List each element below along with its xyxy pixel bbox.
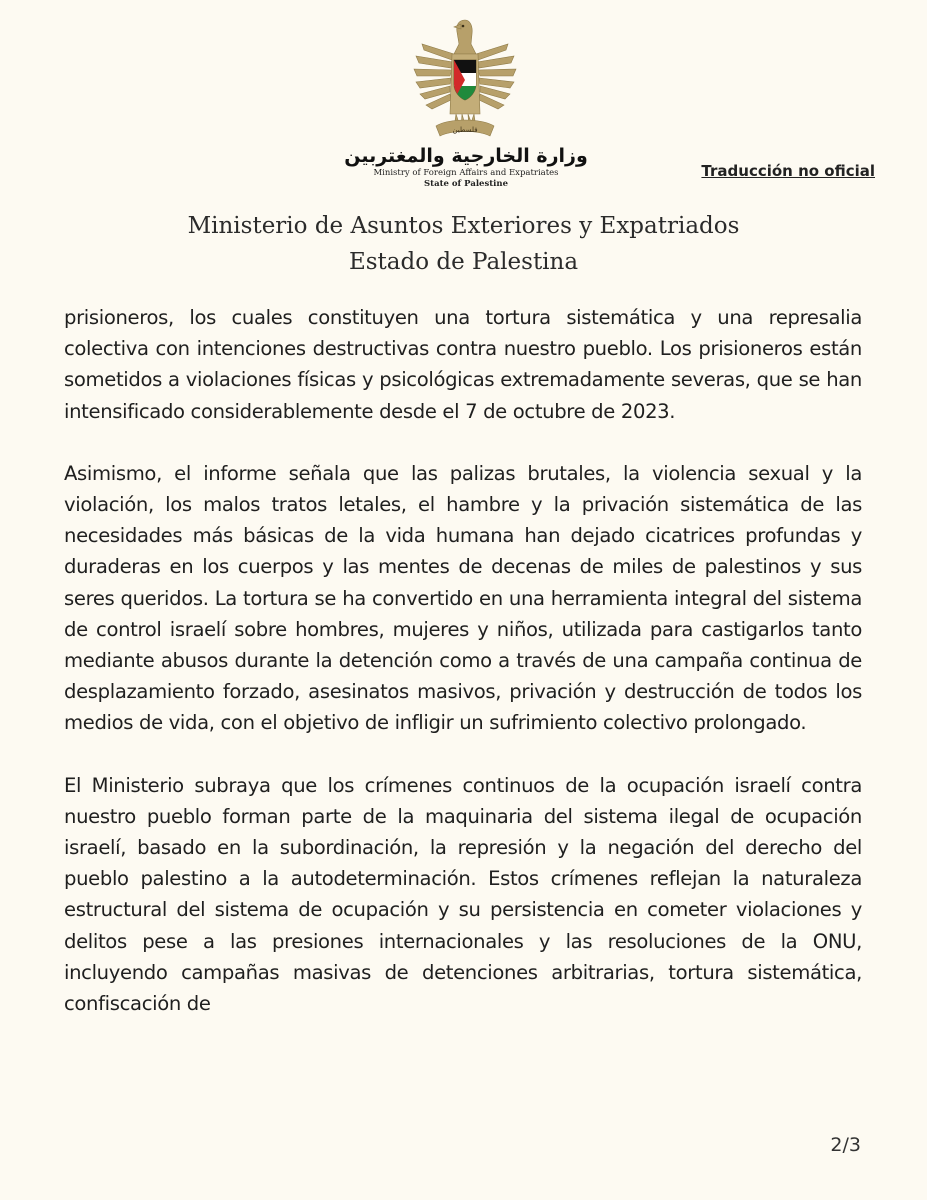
arabic-ministry-wordmark — [344, 140, 588, 170]
paragraph: Asimismo, el informe señala que las palizas brutales, la violencia sexual y la violación, los malos tratos letales, el hambre y la privación sistemática de las necesidades más básicas de la vida humana han dejado cicatrices profundas y duraderas en los cuerpos y las mentes de decenas de miles de palestinos y sus seres queridos. La tortura se ha convertido en una herramienta integral del sistema de control israelí sobre hombres, mujeres y niños, utilizada para castigarlos tanto mediante abusos durante la detención como a través de una campaña continua de desplazamiento forzado, asesinatos masivos, privación y destrucción de todos los medios de vida, con el objetivo de infligir un sufrimiento colectivo prolongado. — [64, 461, 862, 735]
svg-text:وزارة الخارجية والمغتربين: وزارة الخارجية والمغتربين — [344, 145, 588, 167]
ministry-english-name — [368, 168, 564, 190]
svg-text:فلسطين: فلسطين — [452, 126, 478, 134]
page-number: 2/3 — [830, 1134, 861, 1156]
page-title — [0, 208, 927, 280]
title-line-ministry: Ministerio de Asuntos Exteriores y Expatriados — [187, 213, 740, 239]
unofficial-translation-label: Traducción no oficial — [701, 162, 875, 180]
paragraph: El Ministerio subraya que los crímenes continuos de la ocupación israelí contra nuestro pueblo forman parte de la maquinaria del sistema ilegal de ocupación israelí, basado en la subordinación, la represión y la negación del derecho del pueblo palestino a la autodeterminación. Estos crímenes reflejan la naturaleza estructural del sistema de ocupación y su persistencia en cometer violaciones y delitos pese a las presiones internacionales y las resoluciones de la ONU, incluyendo campañas masivas de detenciones arbitrarias, tortura sistemática, confiscación de — [64, 773, 862, 1016]
paragraph: prisioneros, los cuales constituyen una tortura sistemática y una represalia colectiva con intenciones destructivas contra nuestro pueblo. Los prisioneros están sometidos a violaciones físicas y psicológicas extremadamente severas, que se han intensificado considerablemente desde el 7 de octubre de 2023. — [64, 306, 862, 423]
state-english-line: State of Palestine — [424, 179, 508, 189]
ministry-english-line: Ministry of Foreign Affairs and Expatriates — [373, 168, 559, 178]
palestine-eagle-emblem-icon — [410, 14, 520, 146]
document-body — [64, 302, 862, 1050]
title-line-state: Estado de Palestina — [348, 249, 579, 275]
